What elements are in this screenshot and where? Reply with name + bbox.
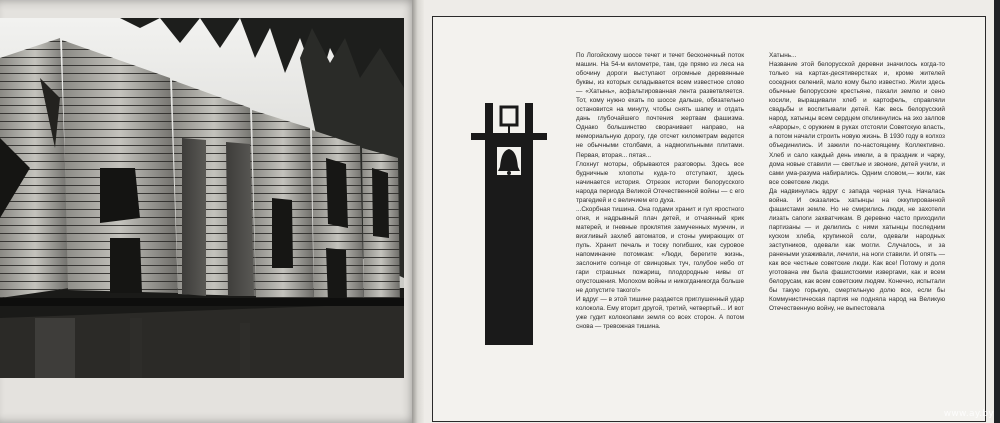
text-frame [432,16,986,422]
khatyn-sign-photo [0,18,404,378]
watermark: www.ay.by [943,409,994,419]
sign-letter-3 [172,80,256,296]
khatyn-sign-illustration [0,18,404,378]
left-page [0,0,418,423]
sign-letter-4 [252,110,314,300]
sign-letter-5 [312,130,364,302]
bell-icon [471,103,547,345]
article-column-left: По Логойскому шоссе течет и течет бесконечный поток машин. На 54-м километре, там, где прямо из леса на обочину дороги выступают огромные деревянные буквы, из которых складывается всем известное слово — «Хатынь», асфальтированная лента разветвляется. Тот, кому нужно ехать по шоссе дальше, обязательно остановится на минуту, чтобы снять шапку и отдать дань глубочайшего почтения жертвам фашизма. Однако большинство сворачивает направо, на мемориальную дорогу, где отсчет километрам ведется не обычными столбами, а надмогильными плитами. Первая, вторая... пятая... Глохнут моторы, обрываются разговоры. Здесь все будничные хлопоты куда-то отступают, здесь начинается история. Отрезок истории белорусского народа периода Великой Отечественной войны — с его трагедией и с величием его духа. ...Скорбная тишина. Она годами хранит и гул яростного огня, и надрывный плач детей, и отчаянный крик матерей, и гневные проклятия замученных мужчин, и визгливый захлеб автоматов, и стоны умирающих от пуль. Хранит печаль и тоску погибших, как суровое напоминание потомкам: «Люди, берегите жизнь, заслоните солнце от свинцовых туч, голубое небо от гари страшных пожарищ, плодородные нивы от опустошения. Молохом войны и никогданикогда больше не допустите такого!» И вдруг — в этой тишине раздается приглушенный удар колокола. Ему вторит другой, третий, четвертый... И вот уже гудит колоколами земля со всех сторон. А потом снова — тревожная тишина. [576,52,744,331]
background-edge [994,0,1000,423]
sign-letter-1 [0,38,70,298]
right-page [424,0,1000,423]
sign-letter-2 [62,40,178,293]
sign-letter-6 [362,148,400,304]
article-column-right: Хатынь... Название этой белорусской деревни значилось когда-то только на картах-десятиверстках и, кроме жителей соседних селений, мало кому было известно. Жили здесь обычные белорусские крестьяне, пахали землю и сено косили, выращивали хлеб и картофель, справляли свадьбы и воспитывали детей. Как весь белорусский народ, хатынцы всем сердцем откликнулись на эхо залпов «Авроры», с оружием в руках отстояли Советскую власть, а потом начали строить новую жизнь. В 1930 году в колхоз объединились. И зажили по-настоящему. Коллективно. Хлеб и сало каждый день имели, а в праздник и чарку, дома новые ставили — светлые и звонкие, детей учили, и сами ума-разума набирались. Одним словом,— жили, как все советские люди. Да надвинулась вдруг с запада черная туча. Началась война. И оказались хатынцы на оккупированной фашистами земле. Но не смирились люди, не захотели лизать сапоги захватчикам. В деревню часто приходили партизаны — и делились с ними хатынцы последним куском хлеба, крупинкой соли, одевали народных заступников, одевали как могли. Случалось, и за ранеными ухаживали, лечили, на ноги ставили. И опять — как все честные советские люди. Как все! Потому и доля уготована им была фашистскими извергами, как и всем белорусам, как всем советским людям. Конечно, испытали бы такую горькую, смертельную долю все, если бы Коммунистическая партия не подняла народ на Великую Отечественную войну, не выпестовала [769,52,945,313]
